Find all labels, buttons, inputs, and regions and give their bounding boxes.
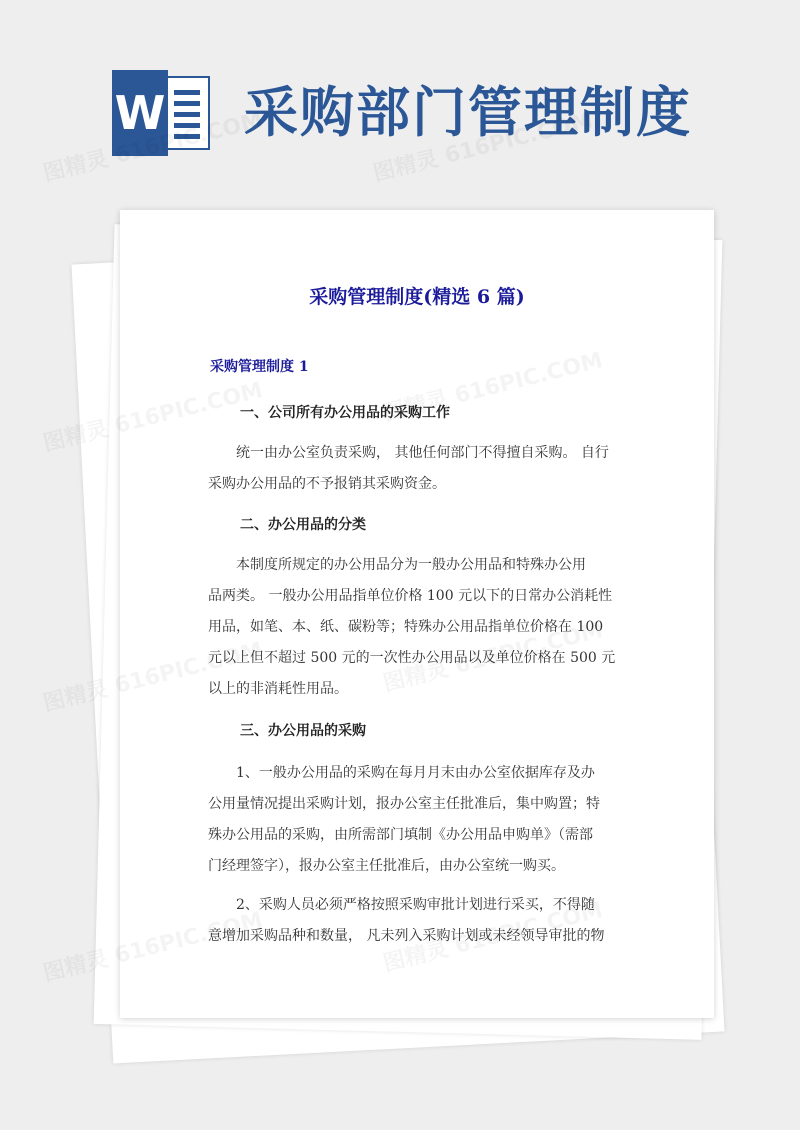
word-logo-letter: W <box>112 70 168 156</box>
paragraph-line: 2、采购人员必须严格按照采购审批计划进行采买，不得随 <box>236 897 595 913</box>
paragraph-2 <box>208 550 626 705</box>
header-banner <box>0 0 800 200</box>
paragraph-line: 元以上但不超过 500 元的一次性办公用品以及单位价格在 500 元 <box>208 650 616 666</box>
paragraph-line: 品两类。 一般办公用品指单位价格 100 元以下的日常办公消耗性 <box>208 588 613 604</box>
paragraph-line: 公用量情况提出采购计划，报办公室主任批准后，集中购置；特 <box>208 796 600 812</box>
subheading-3: 三、办公用品的采购 <box>240 723 366 739</box>
paragraph-line: 意增加采购品种和数量， 凡未列入采购计划或未经领导审批的物 <box>208 928 605 944</box>
paragraph-line: 用品，如笔、本、纸、碳粉等；特殊办公用品指单位价格在 100 <box>208 619 604 635</box>
paragraph-line: 门经理签字），报办公室主任批准后，由办公室统一购买。 <box>208 858 565 874</box>
word-document-icon <box>112 70 214 156</box>
section-heading: 采购管理制度 1 <box>210 359 309 375</box>
paragraph-4 <box>208 890 626 952</box>
paragraph-line: 采购办公用品的不予报销其采购资金。 <box>208 476 446 492</box>
paragraph-line: 统一由办公室负责采购， 其他任何部门不得擅自采购。 自行 <box>236 445 609 461</box>
paragraph-3 <box>208 758 626 882</box>
document-page <box>120 210 714 1018</box>
paragraph-line: 1、一般办公用品的采购在每月月末由办公室依据库存及办 <box>236 765 595 781</box>
subheading-2: 二、办公用品的分类 <box>240 517 366 533</box>
subheading-1: 一、公司所有办公用品的采购工作 <box>240 405 450 421</box>
document-title: 采购管理制度(精选 6 篇) <box>309 286 525 308</box>
paragraph-line: 本制度所规定的办公用品分为一般办公用品和特殊办公用 <box>236 557 586 573</box>
paragraph-line: 以上的非消耗性用品。 <box>208 681 348 697</box>
paragraph-1 <box>208 438 626 500</box>
paragraph-line: 殊办公用品的采购，由所需部门填制《办公用品申购单》（需部 <box>208 827 593 843</box>
header-title: 采购部门管理制度 <box>244 81 692 144</box>
